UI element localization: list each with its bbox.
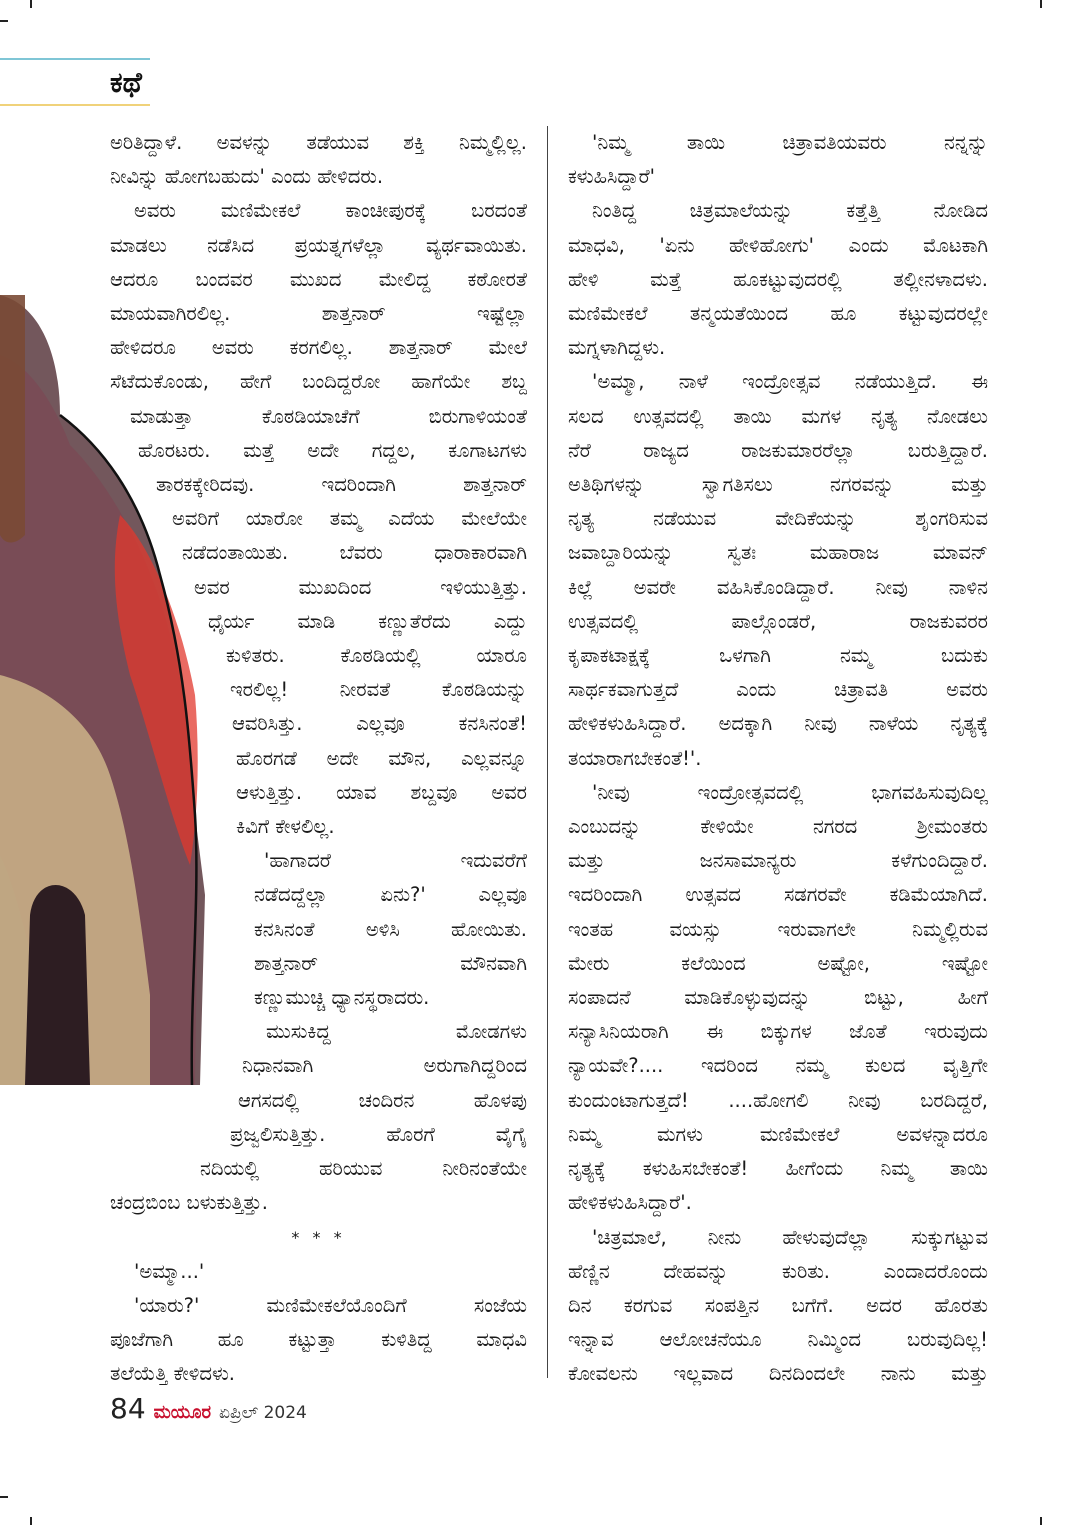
text-line: ಸಂಪಾದನೆ ಮಾಡಿಕೊಳ್ಳುವುದನ್ನು ಬಿಟ್ಟು, ಹೀಗೆ bbox=[568, 986, 988, 1010]
text-line: ತಯಾರಾಗಬೇಕಂತೆ!'. bbox=[568, 746, 702, 770]
text-line: ನದಿಯಲ್ಲಿ ಹರಿಯುವ ನೀರಿನಂತೆಯೇ bbox=[200, 1157, 527, 1181]
crop-mark-top-right-v bbox=[1040, 0, 1042, 8]
text-line: ಸೆಟೆದುಕೊಂಡು, ಹೇಗೆ ಬಂದಿದ್ದರೋ ಹಾಗೆಯೇ ಶಬ್ದ bbox=[110, 370, 527, 394]
text-line: ಆವರಿಸಿತ್ತು. ಎಲ್ಲವೂ ಕನಸಿನಂತೆ! bbox=[232, 712, 527, 736]
text-line: ಕೃಪಾಕಟಾಕ್ಷಕ್ಕೆ ಒಳಗಾಗಿ ನಮ್ಮ ಬದುಕು bbox=[568, 644, 988, 668]
page-footer bbox=[110, 1392, 307, 1428]
left-column bbox=[110, 126, 527, 1391]
text-line: ನಿಂತಿದ್ದ ಚಿತ್ರಮಾಲೆಯನ್ನು ಕತ್ತೆತ್ತಿ ನೋಡಿದ bbox=[592, 199, 988, 223]
text-line: ನೃತ್ಯಕ್ಕೆ ಕಳುಹಿಸಬೇಕಂತೆ! ಹೀಗೆಂದು ನಿಮ್ಮ ತಾಯಿ bbox=[568, 1157, 988, 1181]
text-line: ಕಳುಹಿಸಿದ್ದಾರೆ' bbox=[568, 165, 656, 189]
text-line: ನಡೆದಂತಾಯಿತು. ಬೆವರು ಧಾರಾಕಾರವಾಗಿ bbox=[182, 541, 527, 565]
text-line: ಮಣಿಮೇಕಲೆ ತನ್ಮಯತೆಯಿಂದ ಹೂ ಕಟ್ಟುವುದರಲ್ಲೇ bbox=[568, 302, 988, 326]
crop-mark-bottom-left bbox=[0, 1496, 8, 1498]
text-line: ನೃತ್ಯ ನಡೆಯುವ ವೇದಿಕೆಯನ್ನು ಶೃಂಗರಿಸುವ bbox=[568, 507, 988, 531]
text-line: ಮೇರು ಕಲೆಯಿಂದ ಅಷ್ಟೋ, ಇಷ್ಟೋ bbox=[568, 951, 988, 975]
text-line: ಸಲದ ಉತ್ಸವದಲ್ಲಿ ತಾಯಿ ಮಗಳ ನೃತ್ಯ ನೋಡಲು bbox=[568, 404, 988, 428]
text-line: ಶಾತ್ತನಾರ್ ಮೌನವಾಗಿ bbox=[254, 951, 527, 975]
text-line: ಮಗ್ನಳಾಗಿದ್ದಳು. bbox=[568, 336, 666, 360]
text-line: ಪ್ರಜ್ವಲಿಸುತ್ತಿತ್ತು. ಹೊರಗೆ ವೈಗೈ bbox=[230, 1122, 527, 1146]
text-line: ನೆರೆ ರಾಜ್ಯದ ರಾಜಕುಮಾರರೆಲ್ಲಾ ಬರುತ್ತಿದ್ದಾರೆ. bbox=[568, 438, 988, 462]
text-line: ಎಂಬುದನ್ನು ಕೇಳಿಯೇ ನಗರದ ಶ್ರೀಮಂತರು bbox=[568, 815, 988, 839]
text-line: ಸನ್ಯಾಸಿನಿಯರಾಗಿ ಈ ಬಿಕ್ಕುಗಳ ಜೊತೆ ಇರುವುದು bbox=[568, 1020, 988, 1044]
text-line: ನೀವಿನ್ನು ಹೋಗಬಹುದು' ಎಂದು ಹೇಳಿದರು. bbox=[110, 165, 384, 189]
text-line: ಮಾಧವಿ, 'ಏನು ಹೇಳಿಹೋಗು' ಎಂದು ಮೊಟಕಾಗಿ bbox=[568, 233, 988, 257]
text-line: 'ಅಮ್ಮಾ, ನಾಳೆ ಇಂದ್ರೋತ್ಸವ ನಡೆಯುತ್ತಿದೆ. ಈ bbox=[592, 370, 988, 394]
text-line: ಹೇಳಿ ಮತ್ತೆ ಹೂಕಟ್ಟುವುದರಲ್ಲಿ ತಲ್ಲೀನಳಾದಳು. bbox=[568, 267, 988, 291]
text-line: ತಲೆಯೆತ್ತಿ ಕೇಳಿದಳು. bbox=[110, 1362, 235, 1386]
text-line: ಉತ್ಸವದಲ್ಲಿ ಪಾಲ್ಗೊಂಡರೆ, ರಾಜಕುವರರ bbox=[568, 609, 988, 633]
right-column bbox=[568, 126, 988, 1392]
text-line: 'ಚಿತ್ರಮಾಲೆ, ನೀನು ಹೇಳುವುದೆಲ್ಲಾ ಸುಕ್ಕುಗಟ್ಟುವ bbox=[592, 1225, 988, 1249]
text-line: ಅವರ ಮುಖದಿಂದ ಇಳಿಯುತ್ತಿತ್ತು. bbox=[194, 575, 527, 599]
crop-mark-top-left-v bbox=[30, 0, 32, 8]
text-line: ಧೈರ್ಯ ಮಾಡಿ ಕಣ್ಣುತೆರೆದು ಎದ್ದು bbox=[208, 609, 527, 633]
text-line: ಮಾಯವಾಗಿರಲಿಲ್ಲ. ಶಾತ್ತನಾರ್ ಇಷ್ಟೆಲ್ಲಾ bbox=[110, 302, 527, 326]
text-line: ಹೆಣ್ಣಿನ ದೇಹವನ್ನು ಕುರಿತು. ಎಂದಾದರೊಂದು bbox=[568, 1259, 988, 1283]
text-line: ಹೊರಟರು. ಮತ್ತೆ ಅದೇ ಗದ್ದಲ, ಕೂಗಾಟಗಳು bbox=[138, 438, 527, 462]
section-separator: * * * bbox=[291, 1227, 346, 1247]
text-line: ಅವರು ಮಣಿಮೇಕಲೆ ಕಾಂಚೀಪುರಕ್ಕೆ ಬರದಂತೆ bbox=[134, 199, 527, 223]
text-line: ಆದರೂ ಬಂದವರ ಮುಖದ ಮೇಲಿದ್ದ ಕಠೋರತೆ bbox=[110, 267, 527, 291]
text-line: ಹೇಳಿದರೂ ಅವರು ಕರಗಲಿಲ್ಲ. ಶಾತ್ತನಾರ್ ಮೇಲೆ bbox=[110, 336, 527, 360]
text-line: ಇದರಿಂದಾಗಿ ಉತ್ಸವದ ಸಡಗರವೇ ಕಡಿಮೆಯಾಗಿದೆ. bbox=[568, 883, 988, 907]
text-line: ಮುಸುಕಿದ್ದ ಮೋಡಗಳು bbox=[266, 1020, 527, 1044]
text-line: ಕಿಲ್ಲೆ ಅವರೇ ವಹಿಸಿಕೊಂಡಿದ್ದಾರೆ. ನೀವು ನಾಳಿನ bbox=[568, 575, 988, 599]
text-line: ಹೇಳಿಕಳುಹಿಸಿದ್ದಾರೆ'. bbox=[568, 1191, 692, 1215]
text-line: ಇಂತಹ ವಯಸ್ಸು ಇರುವಾಗಲೇ ನಿಮ್ಮಲ್ಲಿರುವ bbox=[568, 917, 988, 941]
text-line: ನ್ಯಾಯವೇ?.... ಇದರಿಂದ ನಮ್ಮ ಕುಲದ ವೃತ್ತಿಗೇ bbox=[568, 1054, 988, 1078]
text-line: 'ಹಾಗಾದರೆ ಇದುವರೆಗೆ bbox=[264, 849, 527, 873]
text-line: ಆಗಸದಲ್ಲಿ ಚಂದಿರನ ಹೊಳಪು bbox=[238, 1088, 527, 1112]
text-line: ಚಂದ್ರಬಿಂಬ ಬಳುಕುತ್ತಿತ್ತು. bbox=[110, 1191, 268, 1215]
crop-mark-top-left bbox=[0, 20, 8, 22]
illustration-brown-strip bbox=[0, 295, 25, 543]
crop-mark-bottom-left-v bbox=[30, 1517, 32, 1525]
column-divider bbox=[547, 126, 548, 1378]
text-line: ಸಾರ್ಥಕವಾಗುತ್ತದೆ ಎಂದು ಚಿತ್ರಾವತಿ ಅವರು bbox=[568, 678, 988, 702]
text-line: ಇರಲಿಲ್ಲ! ನೀರವತೆ ಕೊಠಡಿಯನ್ನು bbox=[230, 678, 527, 702]
text-line: ಅವರಿಗೆ ಯಾರೋ ತಮ್ಮ ಎದೆಯ ಮೇಲೆಯೇ bbox=[172, 507, 527, 531]
text-line: ಮಾಡುತ್ತಾ ಕೊಠಡಿಯಾಚೆಗೆ ಬಿರುಗಾಳಿಯಂತೆ bbox=[130, 404, 527, 428]
text-line: 'ನಿಮ್ಮ ತಾಯಿ ಚಿತ್ರಾವತಿಯವರು ನನ್ನನ್ನು bbox=[592, 131, 988, 154]
text-line: ಮಾಡಲು ನಡೆಸಿದ ಪ್ರಯತ್ನಗಳೆಲ್ಲಾ ವ್ಯರ್ಥವಾಯಿತು. bbox=[110, 233, 527, 257]
text-line: ಅರಿತಿದ್ದಾಳೆ. ಅವಳನ್ನು ತಡೆಯುವ ಶಕ್ತಿ ನಿಮ್ಮಲ್ಲಿಲ್ಲ. bbox=[110, 131, 527, 154]
magazine-name: ಮಯೂರ bbox=[153, 1402, 212, 1423]
text-line: ಆಳುತ್ತಿತ್ತು. ಯಾವ ಶಬ್ದವೂ ಅವರ bbox=[236, 780, 527, 804]
text-line: ತಾರಕಕ್ಕೇರಿದವು. ಇದರಿಂದಾಗಿ ಶಾತ್ತನಾರ್ bbox=[156, 473, 527, 497]
text-line: ನಿಧಾನವಾಗಿ ಅರುಗಾಗಿದ್ದರಿಂದ bbox=[242, 1054, 527, 1078]
crop-mark-bottom-right-v bbox=[1040, 1517, 1042, 1525]
text-line: ಕೋವಲನು ಇಲ್ಲವಾದ ದಿನದಿಂದಲೇ ನಾನು ಮತ್ತು bbox=[568, 1362, 988, 1386]
page-number: 84 bbox=[110, 1392, 146, 1425]
section-title: ಕಥೆ bbox=[110, 66, 142, 99]
text-line: ಮತ್ತು ಜನಸಾಮಾನ್ಯರು ಕಳೆಗುಂದಿದ್ದಾರೆ. bbox=[568, 849, 988, 873]
text-line: ಅತಿಥಿಗಳನ್ನು ಸ್ವಾಗತಿಸಲು ನಗರವನ್ನು ಮತ್ತು bbox=[568, 473, 988, 497]
header-rule-top bbox=[0, 58, 150, 60]
text-line: ದಿನ ಕರಗುವ ಸಂಪತ್ತಿನ ಬಗೆಗೆ. ಅದರ ಹೊರತು bbox=[568, 1293, 988, 1317]
text-line: 'ನೀವು ಇಂದ್ರೋತ್ಸವದಲ್ಲಿ ಭಾಗವಹಿಸುವುದಿಲ್ಲ bbox=[592, 780, 988, 804]
text-line: 'ಅಮ್ಮಾ...' bbox=[134, 1259, 205, 1283]
text-line: ಪೂಜೆಗಾಗಿ ಹೂ ಕಟ್ಟುತ್ತಾ ಕುಳಿತಿದ್ದ ಮಾಧವಿ bbox=[110, 1327, 527, 1351]
issue-date: ಏಪ್ರಿಲ್ 2024 bbox=[219, 1403, 307, 1423]
header-rule-bottom bbox=[0, 104, 150, 106]
text-line: ಕುಳಿತರು. ಕೊಠಡಿಯಲ್ಲಿ ಯಾರೂ bbox=[226, 644, 527, 668]
text-line: ನಡೆದದ್ದೆಲ್ಲಾ ಏನು?' ಎಲ್ಲವೂ bbox=[254, 883, 527, 907]
text-line: ಹೇಳಿಕಳುಹಿಸಿದ್ದಾರೆ. ಅದಕ್ಕಾಗಿ ನೀವು ನಾಳೆಯ ನೃತ್ಯಕ್ಕೆ bbox=[568, 712, 988, 736]
text-line: ಹೊರಗಡೆ ಅದೇ ಮೌನ, ಎಲ್ಲವನ್ನೂ bbox=[236, 746, 527, 770]
text-line: ಕನಸಿನಂತೆ ಅಳಿಸಿ ಹೋಯಿತು. bbox=[254, 917, 527, 941]
text-line: ಕಿವಿಗೆ ಕೇಳಲಿಲ್ಲ. bbox=[236, 815, 335, 839]
text-line: ನಿಮ್ಮ ಮಗಳು ಮಣಿಮೇಕಲೆ ಅವಳನ್ನಾದರೂ bbox=[568, 1122, 988, 1146]
text-line: ಕಣ್ಣುಮುಚ್ಚಿ ಧ್ಯಾನಸ್ಥರಾದರು. bbox=[254, 986, 430, 1010]
illustration-arch bbox=[25, 885, 90, 1085]
text-line: 'ಯಾರು?' ಮಣಿಮೇಕಲೆಯೊಂದಿಗೆ ಸಂಜೆಯ bbox=[134, 1293, 527, 1317]
text-line: ಇನ್ನಾವ ಆಲೋಚನೆಯೂ ನಿಮ್ಮಿಂದ ಬರುವುದಿಲ್ಲ! bbox=[568, 1328, 988, 1352]
text-line: ಜವಾಬ್ದಾರಿಯನ್ನು ಸ್ವತಃ ಮಹಾರಾಜ ಮಾವನ್ bbox=[568, 541, 988, 565]
text-line: ಕುಂದುಂಟಾಗುತ್ತದೆ! ....ಹೋಗಲಿ ನೀವು ಬರದಿದ್ದರೆ, bbox=[568, 1088, 988, 1112]
